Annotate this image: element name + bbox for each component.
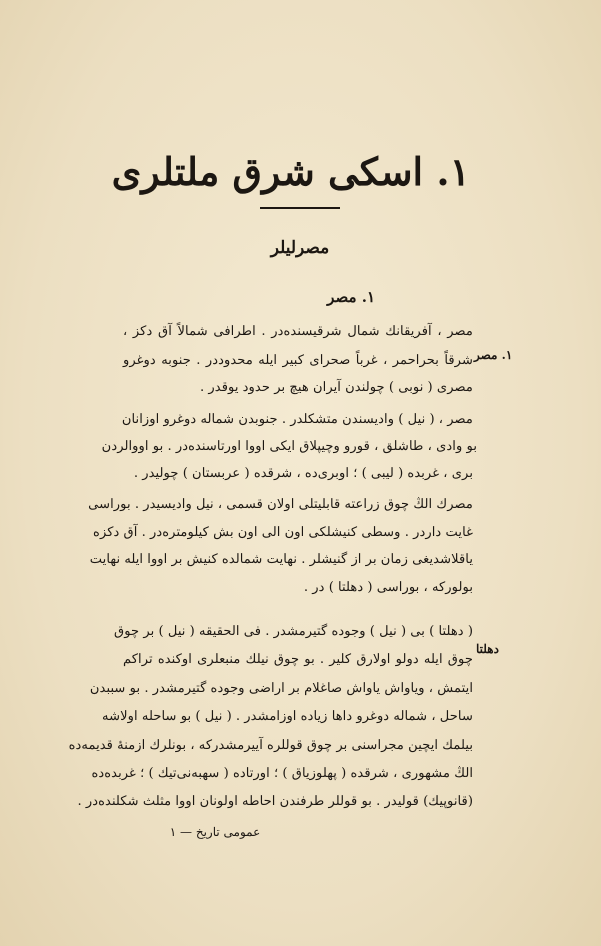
margin-note-misir: ١. مصر [474, 348, 513, 362]
text-line: بیلمك ایچین مجراسنی بر چوق قوللره آییرمشدركه ، بونلرك ازمنهٔ قدیمه‌ده [68, 738, 473, 753]
text-line: بری ، غربده ( لیبی ) ؛ اوبرى‌ده ، شرقده ( عربستان ) چولیدر . [133, 466, 473, 481]
page-footer: عمومی تاریخ — ١ [169, 825, 261, 839]
text-line: ساحل ، شماله دوغرو داها زیاده اوزامشدر . ( نیل ) بو ساحله اولاشه [102, 709, 473, 724]
text-line: بو وادی ، طاشلق ، قورو وچیپلاق ایكی اووا اورتاسنده‌در . بو اووالردن [101, 439, 477, 454]
text-line: مصر ، آفریقانك شمال شرقیسنده‌در . اطرافی شمالاً آق دكز ، [123, 324, 473, 339]
text-line: شرقاً بحراحمر ، غرباً صحرای كبیر ایله محدوددر . جنوبه دوغرو [123, 353, 473, 368]
text-line: (قانوپیك) قولیدر . بو قوللر طرفندن احاطه اولونان اووا مثلث شكلنده‌در . [77, 794, 473, 809]
text-line: مصر ، ( نیل ) وادیسندن متشكلدر . جنوبدن شماله دوغرو اوزانان [121, 412, 473, 427]
margin-note-delta: دهلتا [476, 642, 499, 656]
title-divider [260, 207, 340, 209]
text-line: ایتمش ، ویاواش یاواش صاغلام بر اراضی وجوده گتیرمشدر . بو سببدن [89, 681, 473, 696]
subsection-heading: ١. مصر [327, 288, 375, 306]
text-line: چوق ایله دولو اولارق كلیر . بو چوق نیلك منبعلری اوكنده تراكم [123, 652, 473, 667]
text-line: مصرك الڭ چوق زراعته قابلیتلی اولان قسمی ، نیل وادیسیدر . بوراسی [88, 497, 473, 512]
text-line: یاقلاشدیغی زمان بر از گنیشلر . نهایت شمالده كنیش بر اووا ایله نهایت [89, 552, 473, 567]
section-heading: مصرلیلر [270, 238, 330, 258]
text-line: الڭ مشهوری ، شرقده ( پهلوزیاق ) ؛ اورتاده ( سهبه‌نی‌تیك ) ؛ غربده‌ده [91, 766, 473, 781]
text-line: ( دهلتا ) بی ( نیل ) وجوده گتیرمشدر . فی الحقیقه ( نیل ) بر چوق [113, 624, 473, 639]
text-line: بولوركه ، بوراسی ( دهلتا ) در . [303, 580, 473, 595]
chapter-title: ١. اسكى شرق ملتلرى [111, 149, 470, 194]
text-line: مصری ( نوبی ) چولندن آیران هیچ بر حدود یوقدر . [200, 380, 473, 395]
text-line: غایت داردر . وسطی كنیشلكی اون الی اون بش كیلومتره‌در . آق دكزه [93, 525, 473, 540]
